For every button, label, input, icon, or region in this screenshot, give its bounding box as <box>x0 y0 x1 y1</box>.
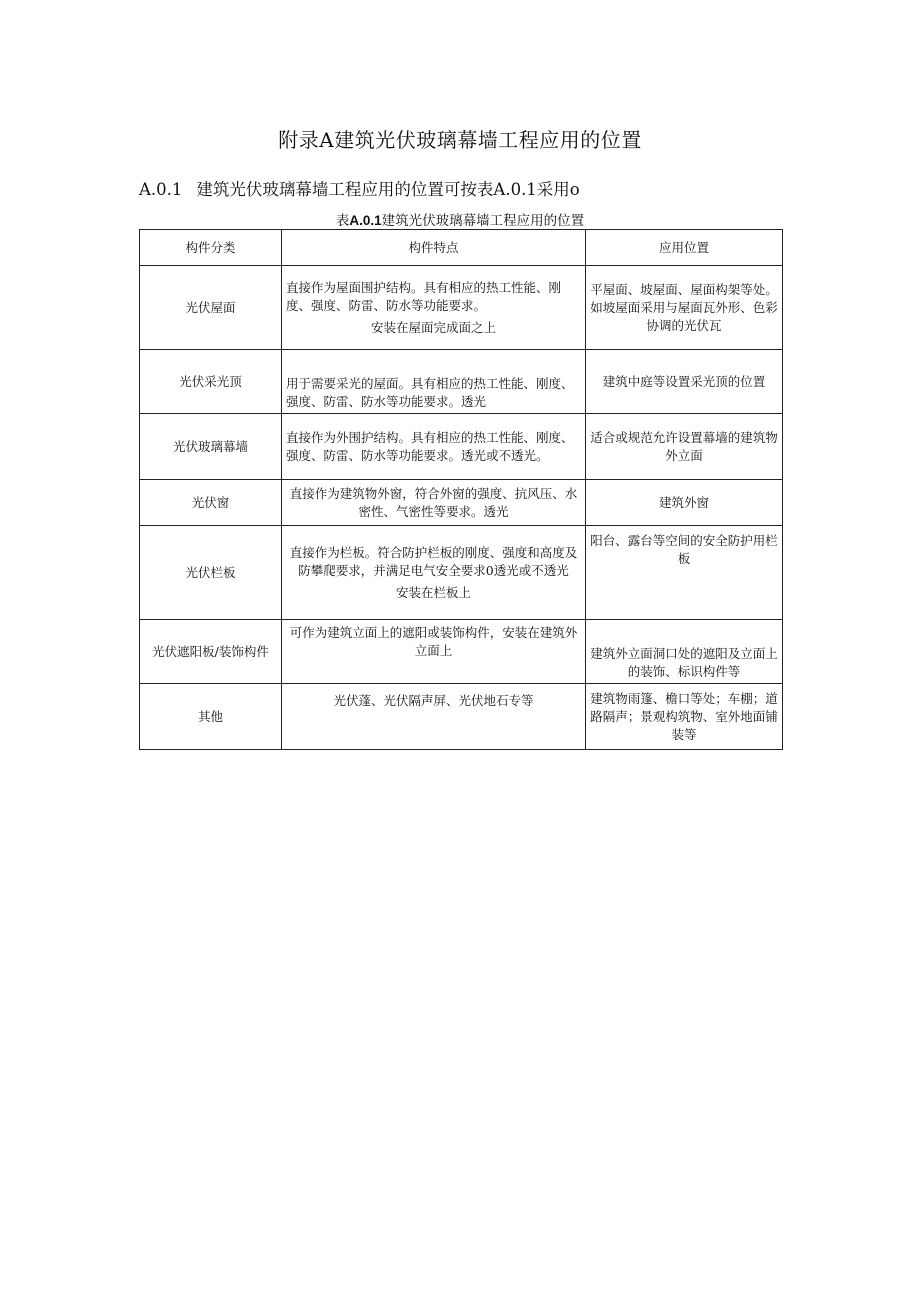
row-feature-text: 直接作为屋面围护结构。具有相应的热工性能、刚度、强度、防雷、防水等功能要求。 <box>286 279 562 313</box>
row-feature-text: 用于需要采光的屋面。具有相应的热工性能、刚度、强度、防雷、防水等功能要求。透光 <box>286 376 574 409</box>
row-category: 光伏采光顶 <box>140 350 282 414</box>
row-location: 建筑外窗 <box>586 480 783 526</box>
row-location: 适合或规范允许设置幕墙的建筑物外立面 <box>586 414 783 480</box>
row-feature-text: 直接作为栏板。符合防护栏板的刚度、强度和高度及防攀爬要求，并满足电气安全要求0透光或不透光 <box>289 544 578 578</box>
row-category: 光伏玻璃幕墙 <box>140 414 282 480</box>
row-feature <box>282 266 586 350</box>
row-location: 阳台、露台等空间的安全防护用栏板 <box>586 526 783 620</box>
clause-text: 建筑光伏玻璃幕墙工程应用的位置可按表A.0.1采用o <box>196 180 580 199</box>
table-row <box>140 350 783 414</box>
clause-number: A.0.1 <box>139 180 183 199</box>
row-feature <box>282 350 586 414</box>
caption-text: 建筑光伏玻璃幕墙工程应用的位置 <box>381 213 585 229</box>
clause-paragraph <box>139 176 580 200</box>
row-category: 光伏遮阳板/装饰构件 <box>140 620 282 684</box>
caption-prefix: 表 <box>335 213 350 229</box>
table-header-row <box>140 230 783 266</box>
header-feature: 构件特点 <box>282 230 586 266</box>
table-row <box>140 414 783 480</box>
row-feature <box>282 684 586 750</box>
row-feature-text: 光伏蓬、光伏隔声屏、光伏地石专等 <box>333 693 534 708</box>
row-feature <box>282 480 586 526</box>
table-caption <box>0 209 920 229</box>
row-location: 建筑外立面洞口处的遮阳及立面上的装饰、标识构件等 <box>586 620 783 684</box>
row-category: 光伏窗 <box>140 480 282 526</box>
row-location: 建筑中庭等设置采光顶的位置 <box>586 350 783 414</box>
row-feature <box>282 414 586 480</box>
row-feature-note: 安装在屋面完成面之上 <box>370 319 496 335</box>
row-category: 光伏栏板 <box>140 526 282 620</box>
application-table <box>139 229 783 750</box>
caption-number: A.0.1 <box>349 213 382 228</box>
row-location: 平屋面、坡屋面、屋面构架等处。如坡屋面采用与屋面瓦外形、色彩协调的光伏瓦 <box>586 266 783 350</box>
row-feature-note: 安装在栏板上 <box>395 584 471 600</box>
row-feature <box>282 526 586 620</box>
row-category: 光伏屋面 <box>140 266 282 350</box>
page-title: 附录A建筑光伏玻璃幕墙工程应用的位置 <box>278 128 642 152</box>
row-feature <box>282 620 586 684</box>
row-feature-text: 直接作为外围护结构。具有相应的热工性能、刚度、强度、防雷、防水等功能要求。透光或不透光。 <box>286 429 574 463</box>
table-row <box>140 526 783 620</box>
header-location: 应用位置 <box>586 230 783 266</box>
table-row <box>140 480 783 526</box>
table-row <box>140 620 783 684</box>
row-category: 其他 <box>140 684 282 750</box>
table-row <box>140 684 783 750</box>
row-feature-text: 可作为建筑立面上的遮阳或装饰构件，安装在建筑外立面上 <box>289 625 578 658</box>
table-row <box>140 266 783 350</box>
row-feature-text: 直接作为建筑物外窗，符合外窗的强度、抗风压、水密性、气密性等要求。透光 <box>289 485 578 519</box>
header-category: 构件分类 <box>140 230 282 266</box>
row-location: 建筑物雨篷、檐口等处；车棚；道路隔声；景观构筑物、室外地面铺装等 <box>586 684 783 750</box>
